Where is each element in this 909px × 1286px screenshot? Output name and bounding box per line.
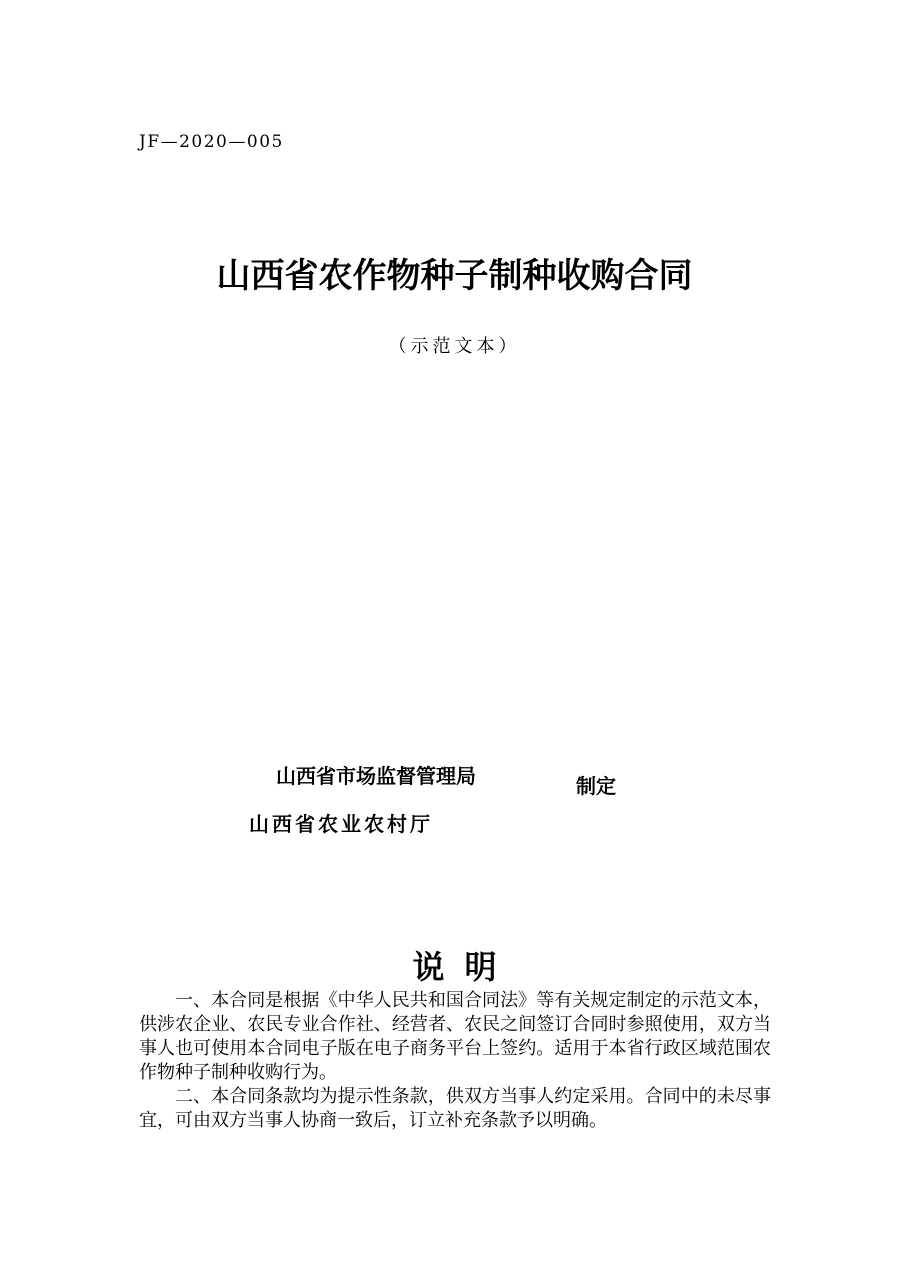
document-code: JF—2020—005	[139, 132, 284, 152]
notes-heading-char: 明	[464, 948, 497, 986]
issuer-market-regulation: 山西省市场监督管理局	[276, 764, 476, 788]
document-subtitle: （示范文本）	[388, 336, 521, 357]
notes-paragraph: 二、本合同条款均为提示性条款，供双方当事人约定采用。合同中的未尽事宜，可由双方当事人协商一致后，订立补充条款予以明确。	[139, 1086, 771, 1131]
notes-body	[139, 989, 771, 1133]
issuer-agriculture-department: 山西省农业农村厅	[249, 812, 433, 836]
enactment-label: 制定	[576, 774, 616, 798]
notes-paragraph: 一、本合同是根据《中华人民共和国合同法》等有关规定制定的示范文本，供涉农企业、农民专业合作社、经营者、农民之间签订合同时参照使用，双方当事人也可使用本合同电子版在电子商务平台上签约。适用于本省行政区域范围农作物种子制种收购行为。	[139, 990, 771, 1083]
notes-heading	[0, 942, 909, 988]
document-title: 山西省农作物种子制种收购合同	[216, 256, 693, 296]
notes-heading-char: 说	[412, 948, 445, 986]
